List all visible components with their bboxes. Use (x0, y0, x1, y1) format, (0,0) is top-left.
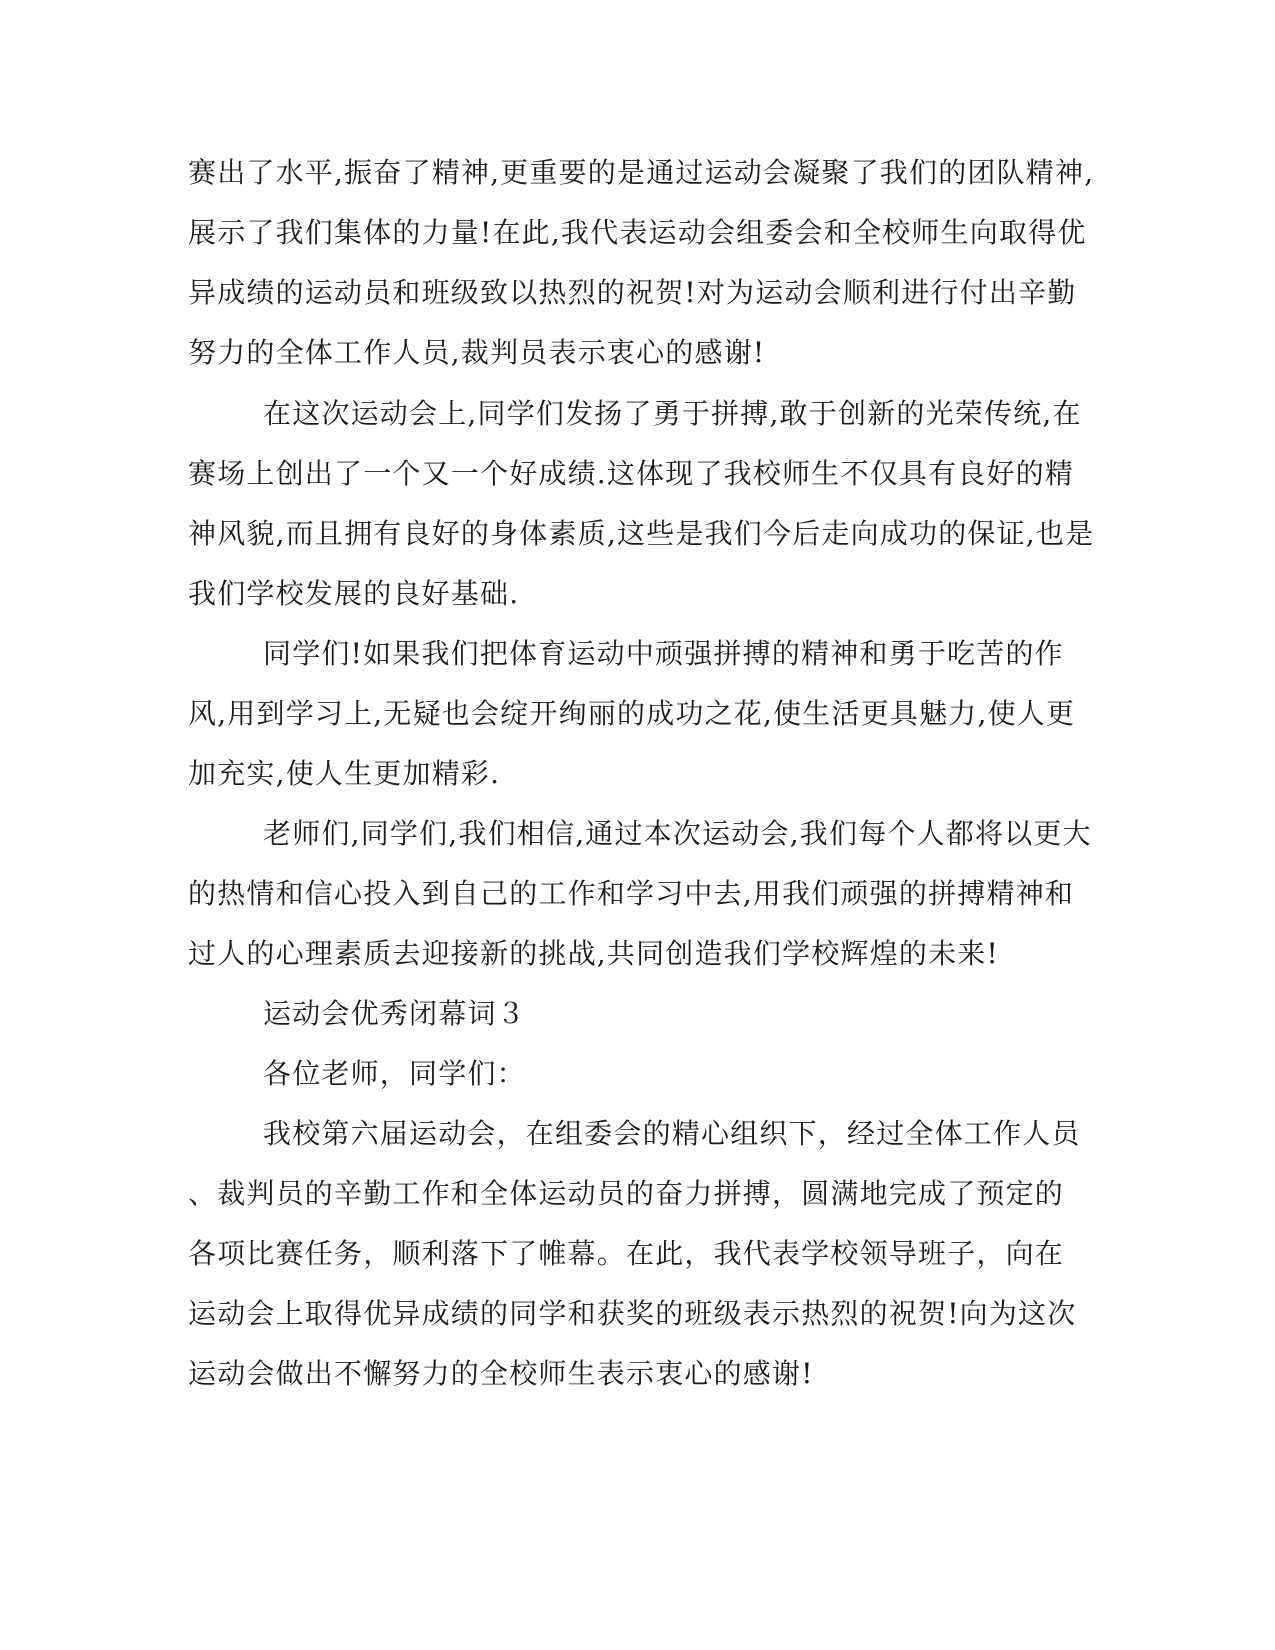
text-line: 我们学校发展的良好基础. (188, 577, 520, 610)
text-line: 赛场上创出了一个又一个好成绩.这体现了我校师生不仅具有良好的精 (188, 457, 1075, 490)
text-line: 加充实,使人生更加精彩. (188, 757, 501, 790)
paragraph-first-line: 我校第六届运动会，在组委会的精心组织下，经过全体工作人员 (263, 1117, 1081, 1150)
paragraph-first-line: 老师们,同学们,我们相信,通过本次运动会,我们每个人都将以更大 (263, 817, 1092, 850)
text-line: 努力的全体工作人员,裁判员表示衷心的感谢! (188, 336, 766, 369)
text-line: 过人的心理素质去迎接新的挑战,共同创造我们学校辉煌的未来! (188, 937, 999, 970)
paragraph-first-line: 同学们!如果我们把体育运动中顽强拼搏的精神和勇于吃苦的作 (263, 637, 1064, 670)
salutation: 各位老师，同学们： (263, 1057, 526, 1090)
text-line: 各项比赛任务，顺利落下了帷幕。在此，我代表学校领导班子，向在 (188, 1237, 1065, 1270)
text-line: 异成绩的运动员和班级致以热烈的祝贺!对为运动会顺利进行付出辛勤 (188, 276, 1077, 309)
text-line: 的热情和信心投入到自己的工作和学习中去,用我们顽强的拼搏精神和 (188, 877, 1075, 910)
text-line: 赛出了水平,振奋了精神,更重要的是通过运动会凝聚了我们的团队精神, (188, 156, 1095, 189)
text-line: 展示了我们集体的力量!在此,我代表运动会组委会和全校师生向取得优 (188, 216, 1087, 249)
text-line: 风,用到学习上,无疑也会绽开绚丽的成功之花,使生活更具魅力,使人更 (188, 697, 1076, 730)
paragraph-first-line: 在这次运动会上,同学们发扬了勇于拼搏,敢于创新的光荣传统,在 (263, 397, 1082, 430)
text-line: 运动会上取得优异成绩的同学和获奖的班级表示热烈的祝贺!向为这次 (188, 1297, 1077, 1330)
text-line: 神风貌,而且拥有良好的身体素质,这些是我们今后走向成功的保证,也是 (188, 517, 1095, 550)
text-line: 、裁判员的辛勤工作和全体运动员的奋力拼搏，圆满地完成了预定的 (188, 1177, 1065, 1210)
section-heading: 运动会优秀闭幕词３ (263, 997, 526, 1030)
text-line: 运动会做出不懈努力的全校师生表示衷心的感谢! (188, 1357, 814, 1390)
